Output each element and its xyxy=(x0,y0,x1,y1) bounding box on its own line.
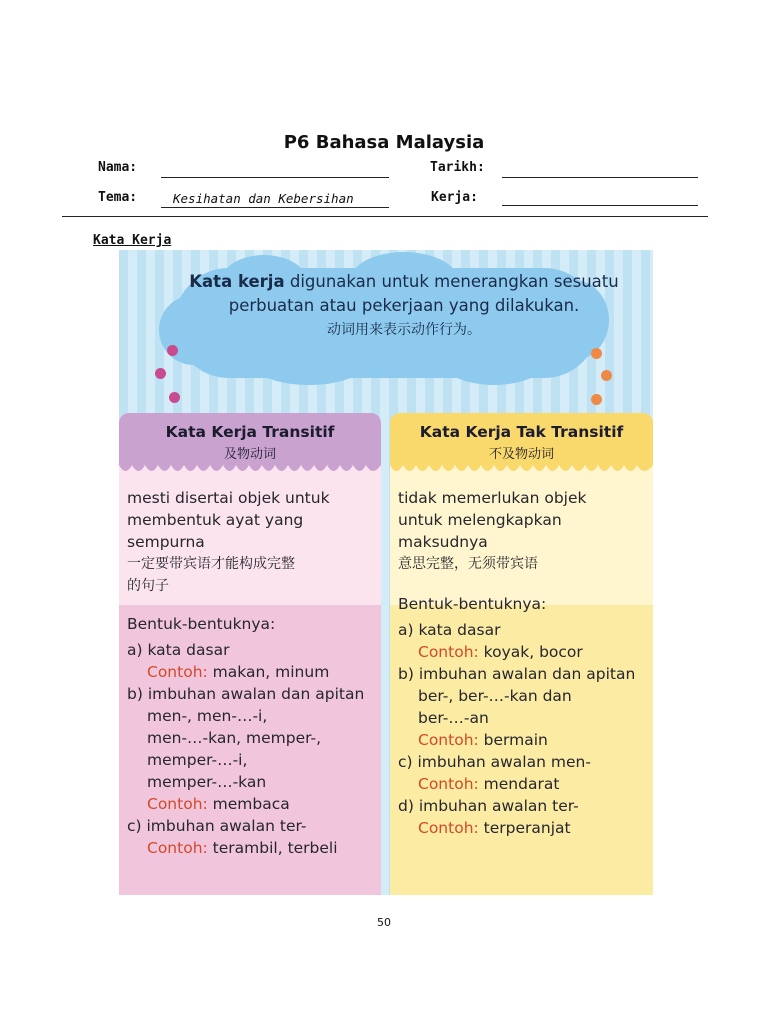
form-c: c) imbuhan awalan ter- xyxy=(127,817,307,835)
tema-field[interactable] xyxy=(161,207,389,208)
example-words: bermain xyxy=(478,731,548,749)
form-d-example xyxy=(398,817,635,839)
intransitive-description xyxy=(390,477,653,605)
section-title: Kata Kerja xyxy=(93,233,172,248)
desc-cn-line: 一定要带宾语才能构成完整 xyxy=(127,556,295,572)
transitive-title: Kata Kerja Transitif xyxy=(165,423,335,441)
example-label: Contoh: xyxy=(147,795,208,813)
desc-cn-line: 的句子 xyxy=(127,578,169,594)
desc-line: mesti disertai objek untuk xyxy=(127,489,330,507)
form-b-line: men-, men-…-i, xyxy=(147,707,268,725)
example-label: Contoh: xyxy=(418,775,479,793)
decor-dot xyxy=(591,348,602,359)
form-b-line: ber-, ber-…-kan dan xyxy=(418,687,572,705)
form-b-example xyxy=(127,793,364,815)
page-title: P6 Bahasa Malaysia xyxy=(283,132,485,153)
tema-value: Kesihatan dan Kebersihan xyxy=(173,191,354,206)
nama-field[interactable] xyxy=(161,177,389,178)
tema-label: Tema: xyxy=(98,190,138,205)
form-a-example xyxy=(127,661,364,683)
desc-cn-line: 意思完整，无须带宾语 xyxy=(398,556,538,572)
forms-title: Bentuk-bentuknya: xyxy=(398,595,547,613)
form-b: b) imbuhan awalan dan apitan xyxy=(398,665,636,683)
example-words: terambil, terbeli xyxy=(207,839,338,857)
form-a-example xyxy=(398,641,635,663)
transitive-forms xyxy=(119,605,381,895)
intro-text xyxy=(159,270,649,342)
desc-line: membentuk ayat yang xyxy=(127,511,304,529)
intransitive-heading xyxy=(390,413,653,471)
transitive-heading xyxy=(119,413,381,471)
transitive-title-cn: 及物动词 xyxy=(223,447,276,462)
form-b: b) imbuhan awalan dan apitan xyxy=(127,685,365,703)
example-label: Contoh: xyxy=(418,643,479,661)
form-b-line: ber-…-an xyxy=(418,709,489,727)
desc-line: maksudnya xyxy=(398,533,488,551)
example-words: makan, minum xyxy=(207,663,330,681)
decor-dot xyxy=(167,345,178,356)
intransitive-title-cn: 不及物动词 xyxy=(488,447,554,462)
example-label: Contoh: xyxy=(418,731,479,749)
form-d: d) imbuhan awalan ter- xyxy=(398,797,579,815)
desc-line: untuk melengkapkan xyxy=(398,511,562,529)
intro-chinese: 动词用来表示动作行为。 xyxy=(327,322,481,338)
form-a: a) kata dasar xyxy=(127,641,230,659)
scallop-edge xyxy=(390,465,653,477)
decor-dot xyxy=(155,368,166,379)
example-words: koyak, bocor xyxy=(478,643,583,661)
kerja-field[interactable] xyxy=(502,205,698,206)
intro-bold: Kata kerja xyxy=(189,272,285,291)
kerja-label: Kerja: xyxy=(431,190,478,205)
form-b-line: memper-…-kan xyxy=(147,773,267,791)
page-number: 50 xyxy=(377,916,391,929)
tarikh-field[interactable] xyxy=(502,177,698,178)
intransitive-title: Kata Kerja Tak Transitif xyxy=(419,423,624,441)
transitive-description xyxy=(119,477,381,605)
example-words: mendarat xyxy=(478,775,560,793)
example-label: Contoh: xyxy=(147,663,208,681)
form-c-example xyxy=(127,837,364,859)
form-b-example xyxy=(398,729,635,751)
intransitive-forms xyxy=(390,595,653,895)
kata-kerja-illustration xyxy=(119,250,653,895)
intransitive-card xyxy=(390,413,653,893)
example-words: membaca xyxy=(207,795,290,813)
forms-title: Bentuk-bentuknya: xyxy=(127,615,276,633)
header-divider xyxy=(62,216,708,217)
example-label: Contoh: xyxy=(418,819,479,837)
decor-dot xyxy=(591,394,602,405)
example-label: Contoh: xyxy=(147,839,208,857)
scallop-edge xyxy=(119,465,381,477)
decor-dot xyxy=(601,370,612,381)
decor-dot xyxy=(169,392,180,403)
form-b-line: men-…-kan, memper-, xyxy=(147,729,322,747)
form-b-line: memper-…-i, xyxy=(147,751,248,769)
tarikh-label: Tarikh: xyxy=(430,160,485,175)
nama-label: Nama: xyxy=(98,160,138,175)
example-words: terperanjat xyxy=(478,819,571,837)
intro-line1: digunakan untuk menerangkan sesuatu xyxy=(284,272,619,291)
form-a: a) kata dasar xyxy=(398,621,501,639)
transitive-card xyxy=(119,413,381,893)
form-c: c) imbuhan awalan men- xyxy=(398,753,591,771)
desc-line: sempurna xyxy=(127,533,205,551)
form-c-example xyxy=(398,773,635,795)
intro-line2: perbuatan atau pekerjaan yang dilakukan. xyxy=(228,296,580,315)
desc-line: tidak memerlukan objek xyxy=(398,489,587,507)
